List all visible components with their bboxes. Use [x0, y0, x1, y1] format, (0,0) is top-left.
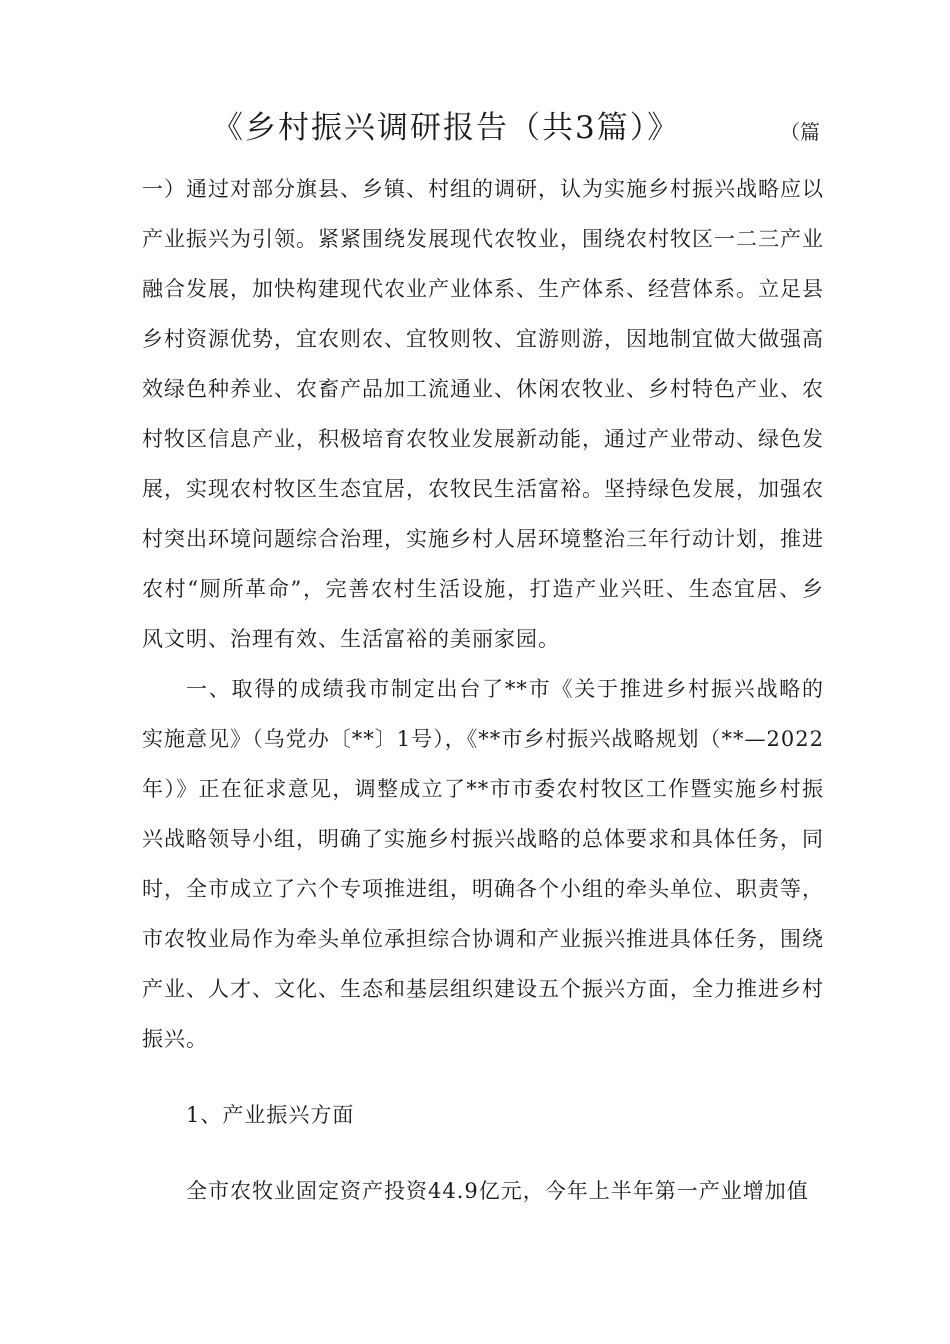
section-heading: 1、产业振兴方面 [186, 1103, 355, 1127]
paragraph-intro: 一）通过对部分旗县、乡镇、村组的调研，认为实施乡村振兴战略应以产业振兴为引领。紧紧围绕发展现代农牧业，围绕农村牧区一二三产业融合发展，加快构建现代农业产业体系、生产体系、经营体系。立足县乡村资源优势，宜农则农、宜牧则牧、宜游则游，因地制宜做大做强高效绿色种养业、农畜产品加工流通业、休闲农牧业、乡村特色产业、农村牧区信息产业，积极培育农牧业发展新动能，通过产业带动、绿色发展，实现农村牧区生态宜居，农牧民生活富裕。坚持绿色发展，加强农村突出环境问题综合治理，实施乡村人居环境整治三年行动计划，推进农村“厕所革命”，完善农村生活设施，打造产业兴旺、生态宜居、乡风文明、治理有效、生活富裕的美丽家园。 [142, 177, 824, 651]
document-title: 《乡村振兴调研报告（共3篇）》 [212, 110, 681, 146]
title-tail: （篇 [780, 120, 820, 144]
paragraph-achievements: 一、取得的成绩我市制定出台了**市《关于推进乡村振兴战略的实施意见》（乌党办〔**〕1号），《**市乡村振兴战略规划（**—2022年）》正在征求意见，调整成立了**市市委农村牧区工作暨实施乡村振兴战略领导小组，明确了实施乡村振兴战略的总体要求和具体任务，同时，全市成立了六个专项推进组，明确各个小组的牵头单位、职责等，市农牧业局作为牵头单位承担综合协调和产业振兴推进具体任务，围绕产业、人才、文化、生态和基层组织建设五个振兴方面，全力推进乡村振兴。 [142, 677, 824, 1051]
title-line [142, 100, 824, 164]
paragraph-industry: 全市农牧业固定资产投资44.9亿元，今年上半年第一产业增加值 [186, 1179, 809, 1203]
document-body [142, 100, 824, 1216]
